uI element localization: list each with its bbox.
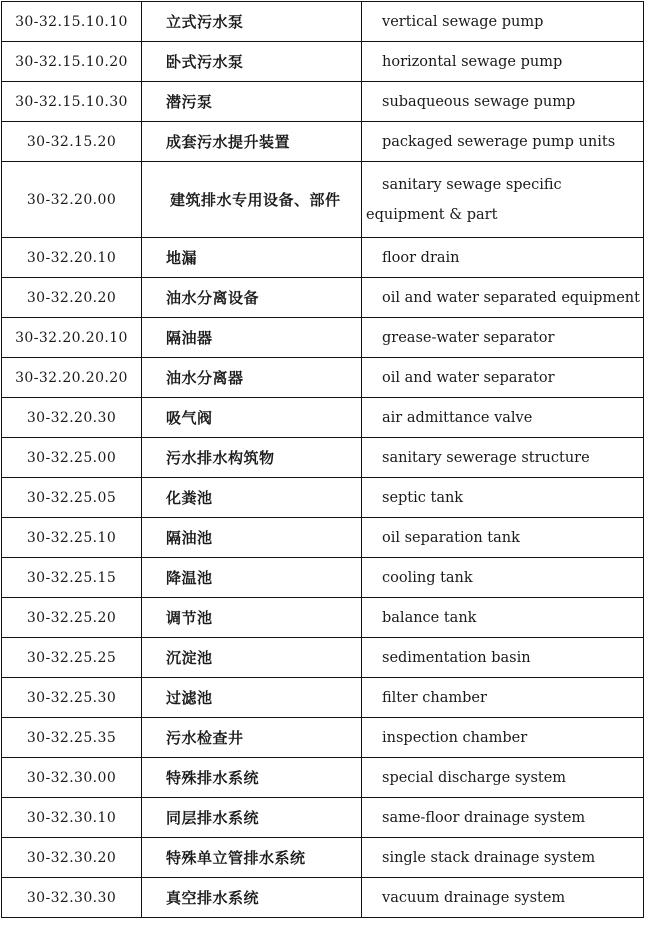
term-chinese: 油水分离设备: [142, 278, 362, 318]
term-code: 30-32.15.10.30: [2, 82, 142, 122]
table-row: [2, 318, 644, 358]
term-code: 30-32.25.20: [2, 598, 142, 638]
table-row: [2, 162, 644, 238]
term-english: balance tank: [362, 598, 644, 638]
term-chinese: 油水分离器: [142, 358, 362, 398]
table-row: [2, 42, 644, 82]
term-chinese: 地漏: [142, 238, 362, 278]
term-english: air admittance valve: [362, 398, 644, 438]
term-code: 30-32.25.05: [2, 478, 142, 518]
term-code: 30-32.30.20: [2, 838, 142, 878]
term-chinese: 沉淀池: [142, 638, 362, 678]
terminology-table-body: [2, 2, 644, 918]
terminology-table: [1, 1, 644, 918]
term-code: 30-32.25.15: [2, 558, 142, 598]
term-chinese: 卧式污水泵: [142, 42, 362, 82]
term-chinese: 吸气阀: [142, 398, 362, 438]
term-english: single stack drainage system: [362, 838, 644, 878]
term-english: filter chamber: [362, 678, 644, 718]
table-row: [2, 598, 644, 638]
term-english: oil and water separator: [362, 358, 644, 398]
table-row: [2, 2, 644, 42]
table-row: [2, 838, 644, 878]
term-english: inspection chamber: [362, 718, 644, 758]
term-english: oil and water separated equipment: [362, 278, 644, 318]
term-code: 30-32.15.10.20: [2, 42, 142, 82]
term-code: 30-32.25.25: [2, 638, 142, 678]
table-row: [2, 398, 644, 438]
term-english: special discharge system: [362, 758, 644, 798]
table-row: [2, 718, 644, 758]
term-english: same-floor drainage system: [362, 798, 644, 838]
term-chinese: 特殊排水系统: [142, 758, 362, 798]
term-english: sedimentation basin: [362, 638, 644, 678]
table-row: [2, 122, 644, 162]
term-chinese: 同层排水系统: [142, 798, 362, 838]
term-english: septic tank: [362, 478, 644, 518]
term-chinese: 调节池: [142, 598, 362, 638]
term-english: floor drain: [362, 238, 644, 278]
term-chinese: 降温池: [142, 558, 362, 598]
term-english: horizontal sewage pump: [362, 42, 644, 82]
term-english: vacuum drainage system: [362, 878, 644, 918]
table-row: [2, 758, 644, 798]
term-code: 30-32.30.10: [2, 798, 142, 838]
term-chinese: 过滤池: [142, 678, 362, 718]
table-row: [2, 278, 644, 318]
table-row: [2, 798, 644, 838]
table-row: [2, 358, 644, 398]
term-code: 30-32.20.10: [2, 238, 142, 278]
term-code: 30-32.20.30: [2, 398, 142, 438]
term-chinese: 化粪池: [142, 478, 362, 518]
term-chinese: 真空排水系统: [142, 878, 362, 918]
term-chinese: 特殊单立管排水系统: [142, 838, 362, 878]
table-row: [2, 478, 644, 518]
term-code: 30-32.20.20.20: [2, 358, 142, 398]
table-row: [2, 82, 644, 122]
term-english: sanitary sewage specific equipment & part: [362, 162, 644, 238]
term-chinese: 成套污水提升装置: [142, 122, 362, 162]
term-chinese: 污水检查井: [142, 718, 362, 758]
term-code: 30-32.30.00: [2, 758, 142, 798]
term-code: 30-32.20.20.10: [2, 318, 142, 358]
term-code: 30-32.20.00: [2, 162, 142, 238]
term-code: 30-32.15.20: [2, 122, 142, 162]
term-english: grease-water separator: [362, 318, 644, 358]
term-english: vertical sewage pump: [362, 2, 644, 42]
term-english: subaqueous sewage pump: [362, 82, 644, 122]
term-chinese: 隔油器: [142, 318, 362, 358]
term-english: cooling tank: [362, 558, 644, 598]
term-chinese: 建筑排水专用设备、部件: [142, 162, 362, 238]
term-english: packaged sewerage pump units: [362, 122, 644, 162]
term-chinese: 立式污水泵: [142, 2, 362, 42]
table-row: [2, 878, 644, 918]
term-code: 30-32.25.10: [2, 518, 142, 558]
term-chinese: 隔油池: [142, 518, 362, 558]
term-code: 30-32.25.00: [2, 438, 142, 478]
table-row: [2, 438, 644, 478]
table-row: [2, 638, 644, 678]
table-row: [2, 518, 644, 558]
term-english: sanitary sewerage structure: [362, 438, 644, 478]
term-code: 30-32.25.35: [2, 718, 142, 758]
term-code: 30-32.30.30: [2, 878, 142, 918]
term-code: 30-32.15.10.10: [2, 2, 142, 42]
term-code: 30-32.25.30: [2, 678, 142, 718]
term-chinese: 污水排水构筑物: [142, 438, 362, 478]
table-row: [2, 678, 644, 718]
term-english: oil separation tank: [362, 518, 644, 558]
term-code: 30-32.20.20: [2, 278, 142, 318]
table-row: [2, 558, 644, 598]
term-chinese: 潜污泵: [142, 82, 362, 122]
table-row: [2, 238, 644, 278]
